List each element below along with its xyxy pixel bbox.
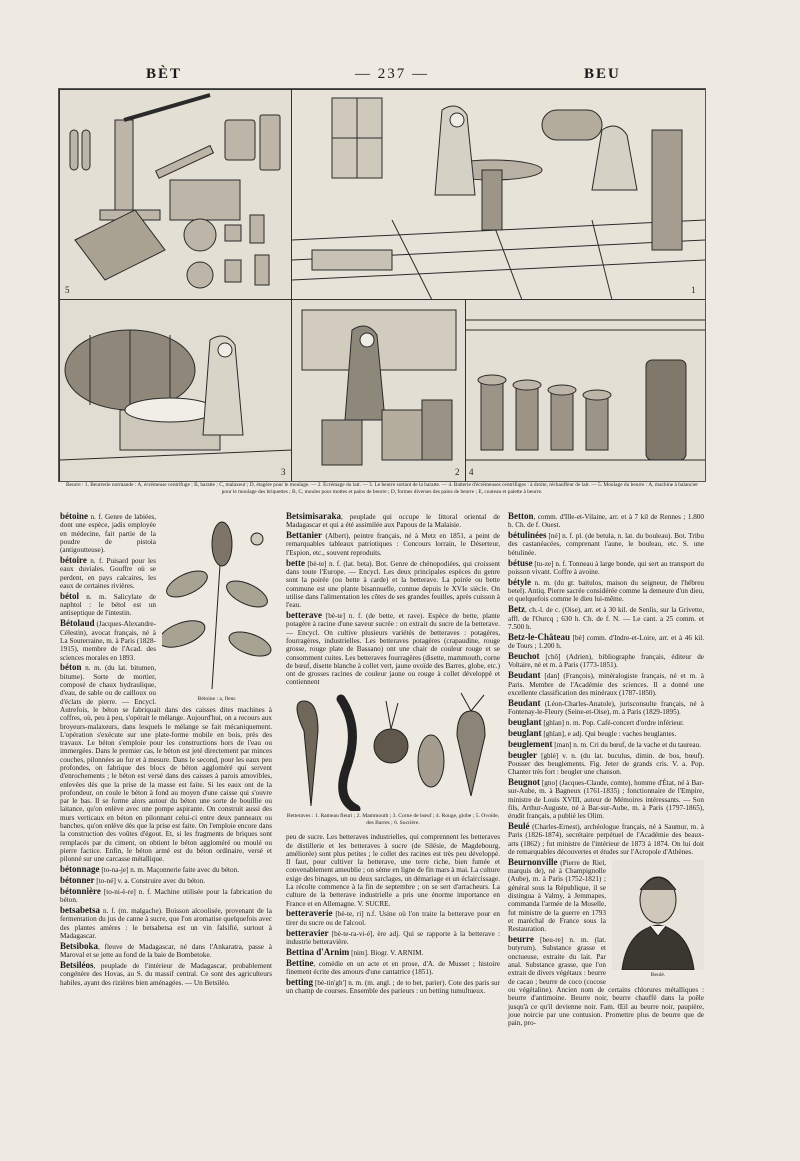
entry-betonnage — [60, 865, 272, 874]
panel-number-3: 3 — [281, 467, 286, 477]
headword: Bettine — [286, 957, 314, 968]
headword: Bettina d'Arnim — [286, 946, 350, 957]
definition: [ghlé] v. n. (du lat. buculus, dimin. de bos, bœuf). Pousser des beuglements. Fig. Jeter de grands cris. V. a. Pop. Chanter très fort : beugler une chanson. — [508, 751, 704, 777]
definition: , comm. d'Ille-et-Vilaine, arr. et à 7 kil de Rennes ; 1.800 h. Ch. de f. Ouest. — [508, 513, 704, 530]
entry-beugnot — [508, 778, 704, 820]
definition: [chô] (Adrien), bibliographe français, éditeur de Voltaire, né et m. à Paris (1773-1851). — [508, 653, 704, 670]
definition: (Pierre de Riel, marquis de), né à Champignolle (Aube), m. à Paris (1752-1821) ; général sous la République, il se distingua à Valmy, à Jemmapes, commanda l'armée de la Moselle, fut ministre de la guerre en 1793 et maréchal de France sous la Restauration. — [508, 858, 606, 934]
headword: Beuchot — [508, 651, 540, 662]
entry-bette — [286, 559, 500, 610]
definition: [bè-te] n. f. (de bette, et rave). Espèce de bette, plante potagère à racine d'une saveur sucrée : on extrait du sucre de la betterave. — Encycl. On cultive plusieurs variétés de betteraves : potagères, fourragères, industrielles. Les betteraves potagères (crapaudine, rouge grosse, rouge plate de Bassano) ont une chair de couleur rouge et se consomment cuites. Les betteraves fourragères (disette, mammouth, corne de bœuf, disette blanche à collet vert, jaune ovoïde des Barres, globe, etc.) ont de grosses racines de couleur jaune ou rouge à collet développé et contiennent — [286, 612, 500, 687]
entry-bettanier — [286, 531, 500, 557]
column-2 — [286, 512, 500, 997]
headword: beurre — [508, 934, 534, 945]
definition: [ghlan] n. m. Pop. Café-concert d'ordre inférieur. — [541, 718, 684, 727]
beule-portrait-figure — [612, 860, 704, 979]
headword: bette — [286, 557, 305, 568]
definition: [tu-ze] n. f. Tonneau à large bonde, qui sert au transport du poisson vivant. Coffre à avoine. — [508, 559, 704, 576]
headword: beuglant — [508, 716, 542, 727]
definition: n. f. Puisard pour les eaux duviales. Gouffre où se perdent, en pays calcaires, les eaux de certaines rivières. — [60, 557, 156, 590]
definition: [bè] comm. d'Indre-et-Loire, arr. et à 46 kil. de Tours ; 1.200 h. — [508, 633, 704, 651]
definition: [dan] (François), minéralogiste français, né et m. à Paris. Membre de l'Académie des sciences. Il a donné une excellente classification des minéraux (1787-1850). — [508, 672, 704, 697]
panel-butter-moulding — [59, 89, 293, 301]
entry-betz — [508, 605, 704, 631]
headword: Betsiboka — [60, 940, 99, 951]
headword: Betton — [508, 511, 534, 521]
headword: betteraverie — [286, 908, 333, 919]
centrifuges-engraving — [466, 300, 706, 482]
headword: beuglement — [508, 738, 553, 749]
definition: [beu-re] n. m. (lat. butyrum). Substance grasse et onctueuse, extraite du lait. Par anal. Substance grasse, que l'on extrait de divers végétaux : beurre de cacao ; beurre de coco (cocose ou végétaline). Ancien nom de certains chlorures métalliques : beurre d'antimoine. Beurre noir, beurre chauffé dans la poêle jusqu'à ce qu'il devienne noir. Fam. Œil au beurre noir, paupière, joue noircie par une contusion. Promettre plus de beurre que de pain, pro- — [508, 936, 704, 1028]
headword: bétol — [60, 590, 79, 601]
skimming-engraving — [292, 300, 466, 482]
definition: n. m. Salicylate de naphtol : le bétol est un antiseptique de l'intestin. — [60, 592, 156, 618]
panel-number-2: 2 — [455, 467, 460, 477]
betteraves-illustration — [286, 691, 500, 811]
panel-number-4: 4 — [469, 467, 474, 477]
entry-betulinees — [508, 531, 704, 557]
definition: , peuplade qui occupe le littoral oriental de Madagascar et qui a été assimilée aux Papous de la Malaisie. — [286, 513, 500, 530]
butter-plate-illustration — [58, 88, 706, 482]
panel-norman-dairy — [291, 89, 706, 301]
entry-beudant-francois — [508, 671, 704, 697]
definition: [to-ni-è-re] n. f. Machine utilisée pour la fabrication du béton. — [60, 887, 272, 905]
headword: bétoire — [60, 555, 87, 566]
entry-betting — [286, 978, 500, 996]
entry-betton — [508, 512, 704, 530]
panel-milk-skimming — [291, 299, 467, 482]
headword: betting — [286, 976, 313, 987]
entry-beudant-leon — [508, 699, 704, 717]
headword: betterave — [286, 610, 322, 621]
definition: , fleuve de Madagascar, né dans l'Ankaratra, passe à Maroval et se jette au fond de la baie de Bombetoke. — [60, 942, 272, 960]
headword: beugler — [508, 749, 537, 760]
definition: , comédie en un acte et en prose, d'A. de Musset ; histoire finement écrite des amours d'une cantatrice (1851). — [286, 959, 500, 977]
headword: Betsiléos — [60, 960, 94, 971]
entry-beuglant-adj — [508, 729, 704, 738]
definition: (Jacques-Alexandre-Célestin), avocat français, né à La Souterraine, m. à Paris (1828-1915), membre de l'Acad. des sciences morales en 1893. — [60, 620, 156, 662]
betoine-plant-illustration — [162, 514, 272, 694]
entry-bettina — [286, 948, 500, 957]
headword: Bettanier — [286, 530, 322, 541]
entry-beugler — [508, 751, 704, 777]
definition: , ch.-l. de c. (Oise), arr. et à 30 kil. de Senlis, sur la Grivette, affl. de l'Ourcq ; 630 h. Ch. de f. N. — Le cant. a 25 comm. et 7.500 h. — [508, 606, 704, 631]
entry-betterave-continued — [286, 832, 500, 908]
betoine-figure — [162, 514, 272, 703]
headword: Betsimisaraka — [286, 511, 341, 521]
headword: beuglant — [508, 727, 542, 738]
column-3 — [508, 512, 704, 1029]
entry-betonner — [60, 876, 272, 885]
churn-engraving — [60, 300, 292, 482]
entry-betteraverie — [286, 909, 500, 927]
entry-beuchot — [508, 652, 704, 670]
definition: (Léon-Charles-Anatole), jurisconsulte français, né à Fontenay-le-Fleury (Seine-et-Oise), m. à Paris (1829-1895). — [508, 699, 704, 716]
definition: peu de sucre. Les betteraves industrielles, qui comprennent les betteraves de distillerie et les betteraves à sucre (de Silésie, de Magdebourg, améliorée) sont plus petites ; le collet des racines est très peu développé. Il faut, pour cultiver la betterave, une terre riche, bien fumée et convenablement ameublie ; on sème en ligne de fin mars à mai. La culture exige des binages, un ou deux sarclages, un démariage et un éclaircissage. La récolte commence à la fin de septembre ; on se sert d'arracheurs. La culture de la betterave industrielle a pris une énorme importance en France et en Allemagne. V. SUCRE. — [286, 833, 500, 908]
headword: Betz-le-Château — [508, 631, 570, 642]
headword: Beudant — [508, 670, 541, 681]
entry-betonniere — [60, 887, 272, 905]
entry-betsiboka — [60, 942, 272, 960]
panel-number-1: 1 — [691, 285, 696, 295]
headword: béton — [60, 662, 82, 673]
beule-portrait — [612, 860, 704, 970]
headword: bétulinées — [508, 530, 547, 541]
betoine-caption: Bétoine : a, fleur. — [197, 696, 237, 703]
entry-beule — [508, 822, 704, 856]
entry-betyle — [508, 578, 704, 604]
entry-betsabetsa — [60, 906, 272, 940]
definition: [nim]. Biogr. V. ARNIM. — [349, 948, 424, 957]
headword: bétyle — [508, 576, 531, 587]
definition: [gno] (Jacques-Claude, comte), homme d'État, né à Bar-sur-Aube, m. à Bagneux (1761-1835) ; fonctionnaire de l'Empire, ministre de Louis XVIII, auteur de Mémoires intéressants. — Son fils, Arthur-Auguste, né à Bar-sur-Aube, m. à Paris (1797-1865), érudit français, a publié les Olim. — [508, 779, 704, 821]
panel-butter-leaving-churn — [59, 299, 293, 482]
panel-centrifuge-battery — [465, 299, 706, 482]
definition: [bè-te, ri] n.f. Usine où l'on traite la betterave pour en tirer du sucre ou de l'alcool. — [286, 910, 500, 927]
headword: bétonnage — [60, 864, 100, 875]
headword: Bétolaud — [60, 618, 95, 629]
entry-bettine — [286, 959, 500, 977]
headword: bétonner — [60, 875, 95, 886]
headword: Beurnonville — [508, 856, 558, 867]
definition: n. m. (du lat. bitumen, bitume). Sorte de mortier, composé de chaux hydraulique, d'eau, de sable ou de cailloux ou d'éclats de pierre. — Encycl. Autrefois, le béton se fabriquait dans des caisses dites machines à coffres, où, peu à peu, s'opérait le mélange. Aujourd'hui, on a recours aux broyeurs-malaxeurs, dans lesquels le mélange se fait mécaniquement. L'opération s'exécute sur une plate-forme mobile en bois, près des travaux. Le béton s'emploie pour les constructions hors de l'eau ou immergées. Dans le premier cas, le béton est jeté directement par minces couches, pilonnées au fur et à mesure. Dans le second, pour les eaux peu profondes, on fabrique des blocs de béton aggloméré qui servent d'enrochements ; le béton est versé dans des caisses à parois amovibles, enlevées dès que la prise de la masse est faite. Si les eaux ont de la profondeur, on coule le béton à fond au moyen d'une caisse qui s'ouvre par le bas. Il se forme alors autour du béton une sorte de bouillie ou laitance, qu'on enlève avec une pompe aspirante. On construit aussi des murs verticaux en béton en pilonnant celui-ci entre deux panneaux ou banches, qu'on enlève dès que la prise est faite. On l'emploie encore dans la construction des voûtes d'égout. Et, si les fragments de briques sont remplacés par du ciment, on obtient le béton aggloméré ou moulé ou pierre factice. Enfin, le béton armé est du béton ordinaire, versé et pilonné sur une carcasse métallique. — [60, 664, 272, 864]
entry-beuglant-noun — [508, 718, 704, 727]
definition: [ghlan], e adj. Qui beugle : vaches beuglantes. — [541, 729, 677, 738]
definition: [to-né] v. a. Construire avec du béton. — [94, 877, 206, 886]
definition: [bè-te-ra-vi-é], ère adj. Qui se rapporte à la betterave : industrie betteravière. — [286, 929, 500, 946]
dairy-room-engraving — [292, 90, 706, 300]
page-number: — 237 — — [355, 66, 429, 82]
betteraves-caption: Betteraves : 1. Rameau fleuri ; 2. Mammouth ; 3. Corne de bœuf ; 4. Rouge, globe ; 5. Ovoïde, des Barres ; 6. Sucrière. — [286, 813, 500, 826]
headword: bétoine — [60, 511, 88, 521]
definition: [to-na-je] n. m. Maçonnerie faite avec du béton. — [99, 866, 240, 875]
column-1 — [60, 512, 272, 989]
entry-beuglement — [508, 740, 704, 749]
definition: , peuplade de l'intérieur de Madagascar, probablement congénère des Hovas, au S. du massif central. Ce sont des agriculteurs habiles, ayant des rizières bien aménagées. — Un Betsiléo. — [60, 962, 272, 987]
headword: Beulé — [508, 821, 530, 832]
entry-betsimisaraka — [286, 512, 500, 530]
entry-betuse — [508, 559, 704, 577]
running-head-left: BÈT — [146, 66, 183, 82]
headword: bétuse — [508, 557, 533, 568]
headword: bétonnière — [60, 885, 101, 896]
entry-betsileos — [60, 961, 272, 987]
definition: [bè-te] n. f. (lat. beta). Bot. Genre de chénopodiées, qui croissent dans toute l'Europe. — Encycl. Les deux principales espèces du genre sont la poirée (ou bette à carde) et la betterave. La poirée ou bette commune est une plante bisannuelle, connue depuis le XVIe siècle. On utilise dans l'alimentation les côtes de ses grandes feuilles, après cuisson à l'eau. — [286, 559, 500, 610]
headword: Beugnot — [508, 777, 541, 788]
definition: (Charles-Ernest), archéologue français, né à Saumur, m. à Paris (1826-1874), secrétaire perpétuel de l'Académie des beaux-arts (1862) ; fut ministre de l'intérieur de 1873 à 1874. On lui doit de remarquables découvertes et études sur l'Acropole d'Athènes. — [508, 823, 704, 856]
running-head-right: BEU — [584, 66, 621, 82]
headword: betsabetsa — [60, 905, 100, 916]
definition: [né] n. f. pl. (de betula, n. lat. du bouleau). Bot. Tribu des castanéacées, comprenant l'aune, le bouleau, etc. S. une bétulinée. — [508, 532, 704, 557]
definition: n. f. (m. malgache). Boisson alcoolisée, provenant de la fermentation du jus de canne à sucre, que l'on aromatise quelquefois avec des plantes amères : le betsabetsa est un vin falsifié, surtout à Madagascar. — [60, 907, 272, 940]
panel-number-5: 5 — [65, 285, 70, 295]
headword: betteravier — [286, 927, 329, 938]
headword: Betz — [508, 604, 525, 615]
betteraves-figure — [286, 691, 500, 826]
definition: n. f. Genre de labiées, dont une espèce, jadis employée en médecine, fait partie de la poudre de pistoia (antigoutteuse). — [60, 513, 156, 555]
entry-betterave — [286, 611, 500, 687]
plate-caption: Beurre : 1. Beurrerie normande : A, écrémeuse centrifuge ; B, baratte ; C, malaxeur ; D, étagère pour le moulage. — 2. Écrémage du lait. — 3. Le beurre sortant de la baratte. — 4. Batterie d'écrémeuses centrifuges : à droite, réchauffeur de lait. — 5. Moulage du beurre : A, machine à balancier pour le moulage des briquettes ; B, C, moules pour mottes et pains de beurre ; D, formes diverses des pains de beurre ; E, couteau et palette à beurre. — [65, 482, 699, 495]
butter-tools-engraving — [60, 90, 292, 300]
beule-caption: Beulé. — [650, 972, 666, 979]
definition: n. m. (du gr. baitulos, maison du seigneur, de l'hébreu betel). Antiq. Pierre sacrée considérée comme la demeure d'un dieu, et quelquefois comme le dieu lui-même. — [508, 578, 704, 604]
entry-betteravier — [286, 929, 500, 947]
entry-betz-le-chateau — [508, 633, 704, 651]
definition: [man] n. m. Cri du bœuf, de la vache et du taureau. — [552, 740, 701, 749]
definition: [bè-tin'gh'] n. m. (m. angl. ; de to bet, parier). Cote des paris sur un champ de courses. Ensemble des parieurs : un betting tumultueux. — [286, 978, 500, 996]
definition: (Albert), peintre français, né à Metz en 1851, a peint de remarquables tableaux patriotiques : Concours lorrain, le Déserteur, l'Espion, etc., souvent reproduits. — [286, 532, 500, 557]
headword: Beudant — [508, 697, 541, 708]
